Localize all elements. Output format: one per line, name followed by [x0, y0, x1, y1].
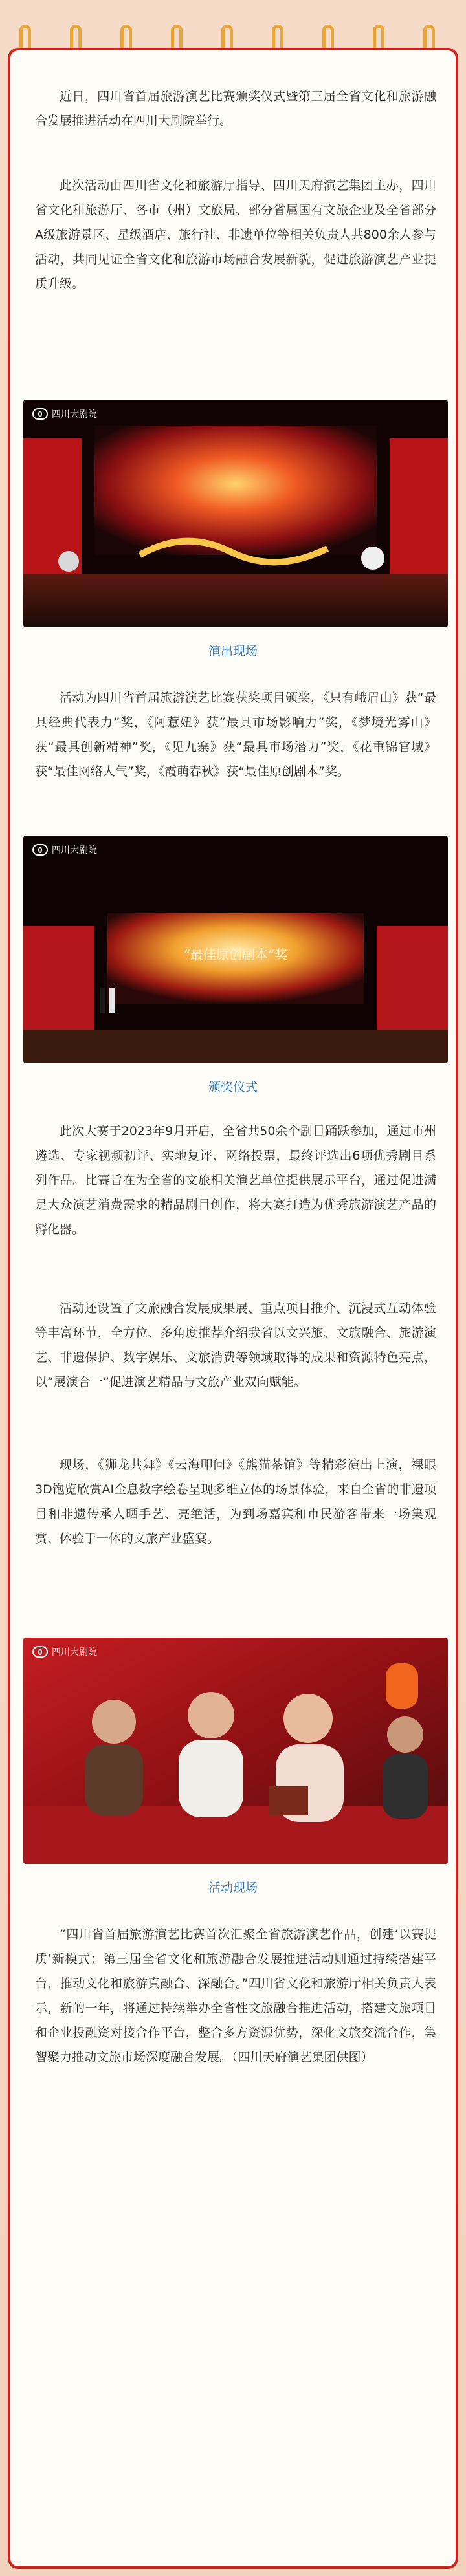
paragraph-shows: 现场，《狮龙共舞》《云海叩问》《熊猫茶馆》等精彩演出上演，裸眼3D饱览欣赏AI全息数字绘卷呈现多维立体的场景体验，来自全省的非遗项目和非遗传承人晒手艺、亮绝活，为到场嘉宾和市民游客带来一场集观赏、体验于一体的文旅产业盛宴。 [35, 1458, 436, 1546]
caption-event-scene: 活动现场 [208, 1881, 258, 1895]
paragraph-quote: “四川省首届旅游演艺比赛首次汇聚全省旅游演艺作品，创建‘以赛提质’新模式；第三届全省文化和旅游融合发展推进活动则通过持续搭建平台，推动文化和旅游真融合、深融合。”四川省文化和旅游厅相关负责人表示，新的一年，将通过持续举办全省性文旅融合推进活动，搭建文旅项目和企业投融资对接合作平台，整合多方资源优势，深化文旅交流合作，集智聚力推动文旅市场深度融合发展。（四川天府演艺集团供图） [35, 1927, 436, 2064]
paragraph-awards: 活动为四川省首届旅游演艺比赛获奖项目颁奖，《只有峨眉山》获“最具经典代表力”奖，《阿惹妞》获“最具市场影响力”奖，《梦境光雾山》获“最具创新精神”奖，《见九寨》获“最具市场潜力”奖，《花重锦官城》获“最佳网络人气”奖，《霞萌春秋》获“最佳原创剧本”奖。 [35, 691, 436, 779]
award-screen-text: “最佳原创剧本”奖 [183, 947, 288, 962]
photo-event-scene [23, 1638, 448, 1864]
performance-image [23, 400, 448, 627]
caption-performance: 演出现场 [208, 644, 258, 658]
theater-logo-icon [32, 408, 48, 420]
photo-logo [32, 1645, 97, 1658]
theater-logo-icon [32, 1646, 48, 1658]
paragraph-exhibition: 活动还设置了文旅融合发展成果展、重点项目推介、沉浸式互动体验等丰富环节，全方位、多角度推荐介绍我省以文兴旅、文旅融合、旅游演艺、非遗保护、数字娱乐、文旅消费等领域取得的成果和资源特色亮点，以“展演合一”促进演艺精品与文旅产业双向赋能。 [35, 1301, 436, 1389]
paragraph-intro: 近日，四川省首届旅游演艺比赛颁奖仪式暨第三届全省文化和旅游融合发展推进活动在四川大剧院举行。 [35, 89, 436, 128]
article-card [8, 48, 458, 2569]
photo-performance [23, 400, 448, 627]
theater-logo-icon [32, 844, 48, 856]
caption-award-ceremony: 颁奖仪式 [208, 1080, 258, 1094]
photo-logo-text: 四川大剧院 [52, 409, 97, 420]
photo-award-ceremony [23, 836, 448, 1063]
paragraph-organizers: 此次活动由四川省文化和旅游厅指导、四川天府演艺集团主办，四川省文化和旅游厅、各市（州）文旅局、部分省属国有文旅企业及全省部分A级旅游景区、星级酒店、旅行社、非遗单位等相关负责人共800余人参与活动，共同见证全省文化和旅游市场融合发展新貌，促进旅游演艺产业提质升级。 [35, 179, 436, 291]
photo-logo-text: 四川大剧院 [52, 1647, 97, 1658]
photo-logo [32, 407, 97, 420]
photo-logo-text: 四川大剧院 [52, 845, 97, 856]
event-image [23, 1638, 448, 1864]
paragraph-competition: 此次大赛于2023年9月开启，全省共50余个剧目踊跃参加，通过市州遴选、专家视频初评、实地复评、网络投票，最终评选出6项优秀剧目系列作品。比赛旨在为全省的文旅相关演艺单位提供展示平台，通过促进满足大众演艺消费需求的精品剧目创作，将大赛打造为优秀旅游演艺产品的孵化器。 [35, 1124, 436, 1237]
photo-logo [32, 843, 97, 856]
